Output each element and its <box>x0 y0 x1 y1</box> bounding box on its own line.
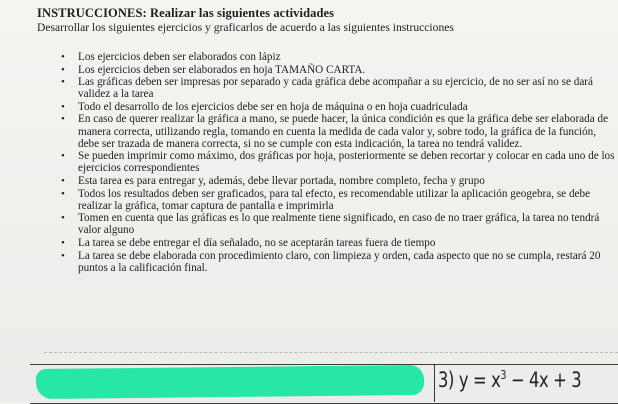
rule-text: Los ejercicios deben ser elaborados en hoja TAMAÑO CARTA. <box>78 63 366 76</box>
rule-text: Se pueden imprimir como máximo, dos gráficas por hoja, posteriormente se deben recortar y colocar en cada uno de los ejercicios correspondientes <box>78 150 615 175</box>
dashed-divider <box>44 352 618 353</box>
rule-text: La tarea se debe elaborada con procedimiento claro, con limpieza y orden, cada aspecto que no se cumpla, restará 20 puntos a la calificación final. <box>78 249 601 274</box>
rule-item <box>60 64 616 76</box>
bullet-icon: • <box>61 63 65 76</box>
table-cell-divider <box>434 364 435 402</box>
exercise-number: 3) <box>438 368 455 392</box>
rule-text: Los ejercicios deben ser elaborados con lápiz <box>78 51 281 63</box>
rules-list <box>60 51 616 274</box>
bullet-icon: • <box>61 76 65 89</box>
rule-text: La tarea se debe entregar el día señalado, no se aceptarán tareas fuera de tiempo <box>78 236 436 249</box>
rule-text: Tomen en cuenta que las gráficas es lo que realmente tiene significado, en caso de no traer gráfica, la tarea no tendrá valor alguno <box>78 212 600 237</box>
rule-item <box>60 175 616 187</box>
rule-item <box>60 150 616 174</box>
instructions-title: INSTRUCCIONES: Realizar las siguientes actividades <box>37 6 335 20</box>
bullet-icon: • <box>61 51 65 63</box>
rule-item <box>60 250 616 274</box>
rule-text: Esta tarea es para entregar y, además, debe llevar portada, nombre completo, fecha y grupo <box>78 174 485 187</box>
bullet-icon: • <box>61 249 65 262</box>
equation-lhs: y = x <box>458 368 501 392</box>
rule-text: Todo el desarrollo de los ejercicios debe ser en hoja de máquina o en hoja cuadriculada <box>78 100 468 113</box>
bullet-icon: • <box>61 174 65 187</box>
rule-item <box>60 113 616 149</box>
equation-rhs: − 4x + 3 <box>506 368 582 392</box>
rule-item <box>60 212 616 236</box>
equation-exponent: 3 <box>500 368 507 382</box>
instructions-subtitle: Desarrollar los siguientes ejercicios y graficarlos de acuerdo a las siguientes instrucciones <box>37 21 454 34</box>
rule-text: Todos los resultados deben ser graficados, para tal efecto, es recomendable utilizar la aplicación geogebra, se debe realizar la gráfica, tomar captura de pantalla e imprimirla <box>78 187 591 212</box>
bullet-icon: • <box>61 236 65 249</box>
rule-item <box>60 76 616 100</box>
rule-text: En caso de querer realizar la gráfica a mano, se puede hacer, la única condición es que la gráfica debe ser elaborada de manera correcta, utilizando regla, tomando en cuenta la medida de cada valor y, sobre todo, la gráfica de la función, debe ser trazada de manera correcta, si no se cumple con esta indicación, la tarea no tendrá validez. <box>78 113 609 150</box>
bullet-icon: • <box>61 212 65 225</box>
rule-item <box>60 51 616 63</box>
rule-item <box>60 101 616 113</box>
rule-text: Las gráficas deben ser impresas por separado y cada gráfica debe acompañar a su ejercicio, de no ser así no se dará validez a la tarea <box>78 76 594 101</box>
bullet-icon: • <box>61 113 65 126</box>
redaction-mark <box>36 365 424 399</box>
rule-item <box>60 237 616 249</box>
exercise-equation <box>438 368 581 392</box>
rule-item <box>60 188 616 212</box>
bullet-icon: • <box>61 187 65 200</box>
bullet-icon: • <box>61 150 65 163</box>
bullet-icon: • <box>61 100 65 113</box>
